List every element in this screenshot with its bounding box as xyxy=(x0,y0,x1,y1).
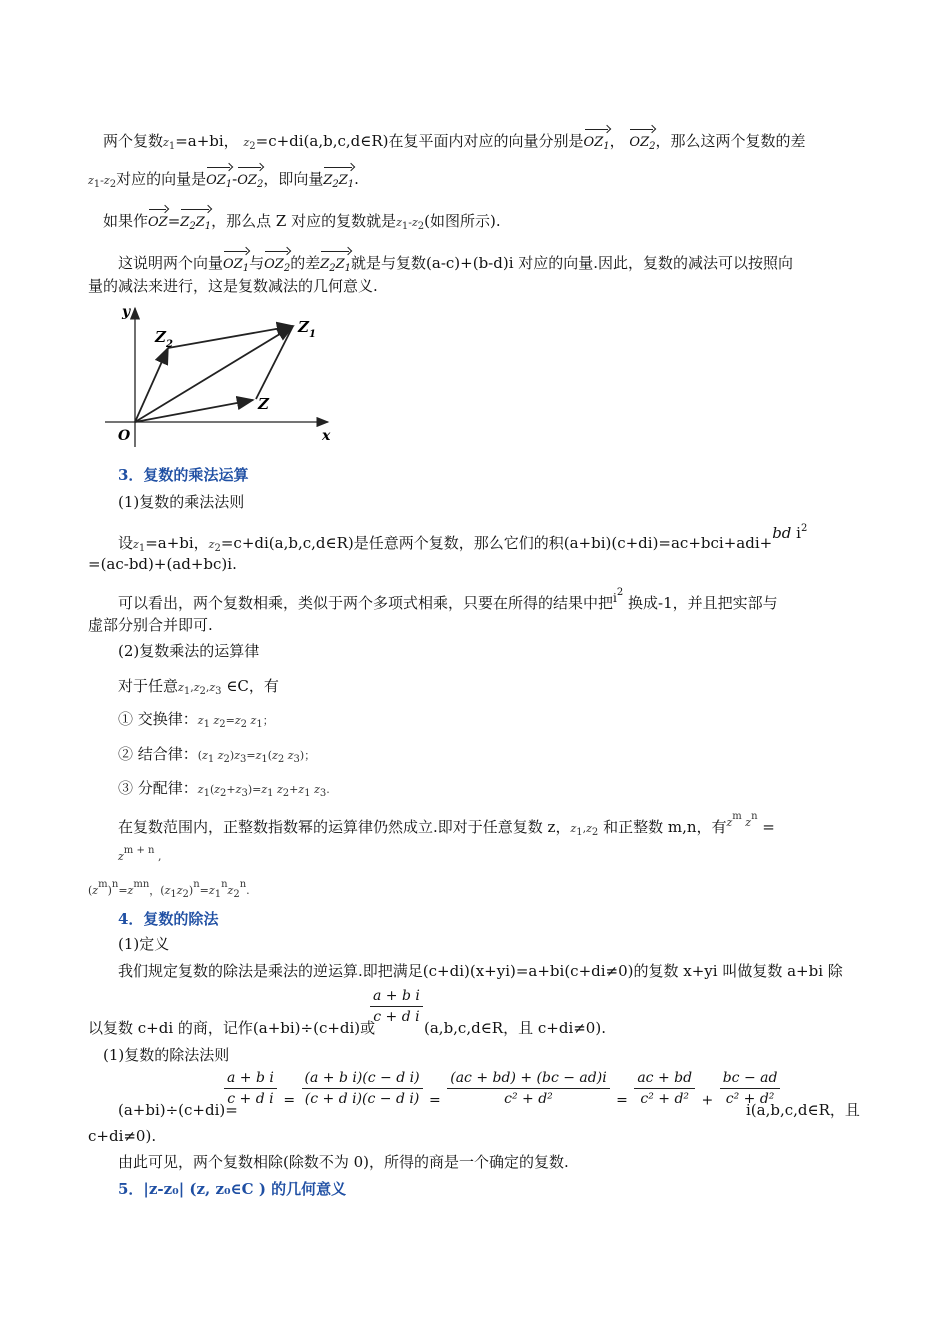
section-4-title: 4．复数的除法 xyxy=(118,910,219,928)
vector-subtraction-figure xyxy=(100,302,340,452)
text: 和正整数 m,n，有 xyxy=(603,818,727,836)
text: ，那么点 Z 对应的复数就是 xyxy=(211,212,397,230)
vector-Z2Z1: $Z_2Z_1$ xyxy=(180,206,211,238)
text: ③ 分配律： xyxy=(118,779,198,797)
math-z1: z1 xyxy=(133,538,146,554)
math-z1-z2: z1,z2 xyxy=(570,822,599,838)
math-z1-minus-z2: z1-z2 xyxy=(396,216,425,232)
section-4-def: (1)定义 xyxy=(118,935,170,953)
text: ① 交换律： xyxy=(118,710,198,728)
math-division-formula: $\frac{\text{a + b i}}{\text{c + d i}}$ = $\frac{\text{(a + b i)(c − d i)}}{\text{(c + d i)(c − d i)}}$ = $\frac{(ac + bd) + (bc - ad)i}{\text{c² + d²}}$ = $\frac{ac + bd}{\text{c² + d²}}$ + $\frac{bc - ad}{\text{c² + d²}}$ xyxy=(222,1070,782,1109)
text: =a+bi， xyxy=(145,534,209,552)
vector-OZ2: $OZ_2$ xyxy=(264,248,290,280)
vector-OZ2: $OZ_2$ xyxy=(237,164,263,196)
vector-OZ: OZ xyxy=(148,206,168,234)
section-5-title: 5．|z-z₀| (z, z₀∈C ) 的几何意义 xyxy=(118,1180,347,1198)
y-axis-label: y xyxy=(122,304,131,320)
text: 如果作 xyxy=(103,212,149,230)
math-formula: (z1 z2)z3=z1(z2 z3)； xyxy=(197,749,316,765)
text: 两个复数 xyxy=(103,132,164,150)
text-line: =(ac-bd)+(ad+bc)i. xyxy=(88,555,237,573)
math-z2: z2 xyxy=(208,538,221,554)
math-z-m-plus-n: zm + n , xyxy=(118,845,162,863)
point-z2-label: $Z_2$ xyxy=(155,328,173,350)
text-line xyxy=(103,126,806,158)
math-fraction: $\frac{(ac + bd) + (bc - ad)i}{\text{c² + d²}}$ xyxy=(447,1070,609,1107)
text: 换成-1，并且把实部与 xyxy=(628,594,778,612)
text-line: 我们规定复数的除法是乘法的逆运算.即把满足(c+di)(x+yi)=a+bi(c+di≠0)的复数 x+yi 叫做复数 a+bi 除 xyxy=(118,962,843,980)
text: =a+bi， xyxy=(175,132,239,150)
math-z1: z1 xyxy=(163,136,176,152)
math-z1-minus-z2: z1-z2 xyxy=(88,174,117,190)
text: 的差 xyxy=(290,254,321,272)
section-3-title: 3．复数的乘法运算 xyxy=(118,466,249,484)
math-bd-i2: bd $i^2$ xyxy=(772,523,808,542)
math-z1-z2-z3: z1,z2,z3 xyxy=(178,681,222,697)
math-fraction-quotient: $\frac{\text{a + b i}}{\text{c + d i}}$ xyxy=(370,988,423,1025)
math-zm-zn: zm zn xyxy=(726,811,758,829)
math-fraction: $\frac{\text{a + b i}}{\text{c + d i}}$ xyxy=(224,1070,277,1107)
law-distributive xyxy=(118,777,330,805)
math-formula: z1 z2=z2 z1； xyxy=(197,714,274,730)
text: 与 xyxy=(249,254,265,272)
x-axis-label: x xyxy=(322,428,331,444)
text-line xyxy=(118,675,279,703)
point-z-label: Z xyxy=(258,395,269,413)
text-line: (a+bi)÷(c+di)= xyxy=(118,1101,238,1119)
text: 量的减法来进行，这是复数减法的几何意义. xyxy=(88,277,378,295)
section-4-rule: (1)复数的除法法则 xyxy=(103,1046,230,1064)
text-line: c+di≠0). xyxy=(88,1127,157,1145)
math-power-laws: (zm)n=zmn，(z1z2)n=z1nz2n. xyxy=(88,879,250,900)
text: 以复数 c+di 的商，记作(a+bi)÷(c+di)或 xyxy=(88,1019,376,1037)
math-formula: z1(z2+z3)=z1 z2+z1 z3. xyxy=(197,783,330,799)
text: 对应的向量是 xyxy=(116,170,207,188)
math-fraction: $\frac{\text{(a + b i)(c − d i)}}{\text{(c + d i)(c − d i)}}$ xyxy=(302,1070,423,1107)
text: 这说明两个向量 xyxy=(118,254,224,272)
text-line: 如果作$OZ=Z_2Z_1$，那么点 Z 对应的复数就是z1-z2(如图所示). xyxy=(103,206,501,238)
text: ② 结合律： xyxy=(118,745,198,763)
text-line xyxy=(118,588,778,615)
text-line: (a,b,c,d∈R，且 c+di≠0). xyxy=(424,1019,606,1037)
vector-OZ1: $OZ_1$ xyxy=(206,164,232,196)
text-line: 虚部分别合并即可. xyxy=(88,616,213,634)
text: 就是与复数(a-c)+(b-d)i 对应的向量.因此，复数的减法可以按照向 xyxy=(351,254,794,272)
point-z1-label: $Z_1$ xyxy=(298,318,316,340)
text-line xyxy=(88,1017,375,1039)
text-line: i(a,b,c,d∈R，且 xyxy=(746,1101,860,1119)
math-fraction: $\frac{bc - ad}{\text{c² + d²}}$ xyxy=(720,1070,781,1107)
text: ， xyxy=(609,132,625,150)
text: =c+di(a,b,c,d∈R)是任意两个复数，那么它们的积(a+bi)(c+di)=ac+bci+adi+ xyxy=(220,534,773,552)
text: 对于任意 xyxy=(118,677,179,695)
text: 设 xyxy=(118,534,134,552)
vector-OZ2: $OZ_2$ xyxy=(629,126,655,158)
text: (如图所示). xyxy=(424,212,501,230)
text-line: 由此可见，两个复数相除(除数不为 0)，所得的商是一个确定的复数. xyxy=(118,1153,569,1171)
text: =c+di(a,b,c,d∈R)在复平面内对应的向量分别是 xyxy=(255,132,584,150)
text: ，即向量 xyxy=(263,170,324,188)
math-i2: i2 xyxy=(613,587,624,605)
vector-OZ1: $OZ_1$ xyxy=(584,126,610,158)
text-line: 在复数范围内，正整数指数幂的运算律仍然成立.即对于任意复数 z，z1,z2 和正整数 m,n，有$^{zm zn}$ = xyxy=(118,811,775,838)
text: 可以看出，两个复数相乘，类似于两个多项式相乘，只要在所得的结果中把 xyxy=(118,594,614,612)
vector-Z2Z1: $Z_2Z_1$ xyxy=(323,164,354,196)
math-fraction: $\frac{ac + bd}{\text{c² + d²}}$ xyxy=(634,1070,695,1107)
text-line: z1-z2对应的向量是$OZ_1-OZ_2$，即向量$Z_2Z_1$. xyxy=(88,164,359,196)
law-commutative xyxy=(118,708,274,736)
vector-OZ1: $OZ_1$ xyxy=(223,248,249,280)
text: ，那么这两个复数的差 xyxy=(655,132,806,150)
vector-OZ2-arrow xyxy=(135,348,168,422)
origin-label: O xyxy=(118,428,131,444)
text-line xyxy=(88,275,378,297)
law-associative xyxy=(118,743,315,771)
section-3-sub2: (2)复数乘法的运算律 xyxy=(118,642,260,660)
vector-Z2Z1: $Z_2Z_1$ xyxy=(320,248,351,280)
math-z2: z2 xyxy=(243,136,256,152)
text: 在复数范围内，正整数指数幂的运算律仍然成立.即对于任意复数 z， xyxy=(118,818,571,836)
section-3-sub1: (1)复数的乘法法则 xyxy=(118,493,245,511)
text: ∈C，有 xyxy=(226,677,279,695)
